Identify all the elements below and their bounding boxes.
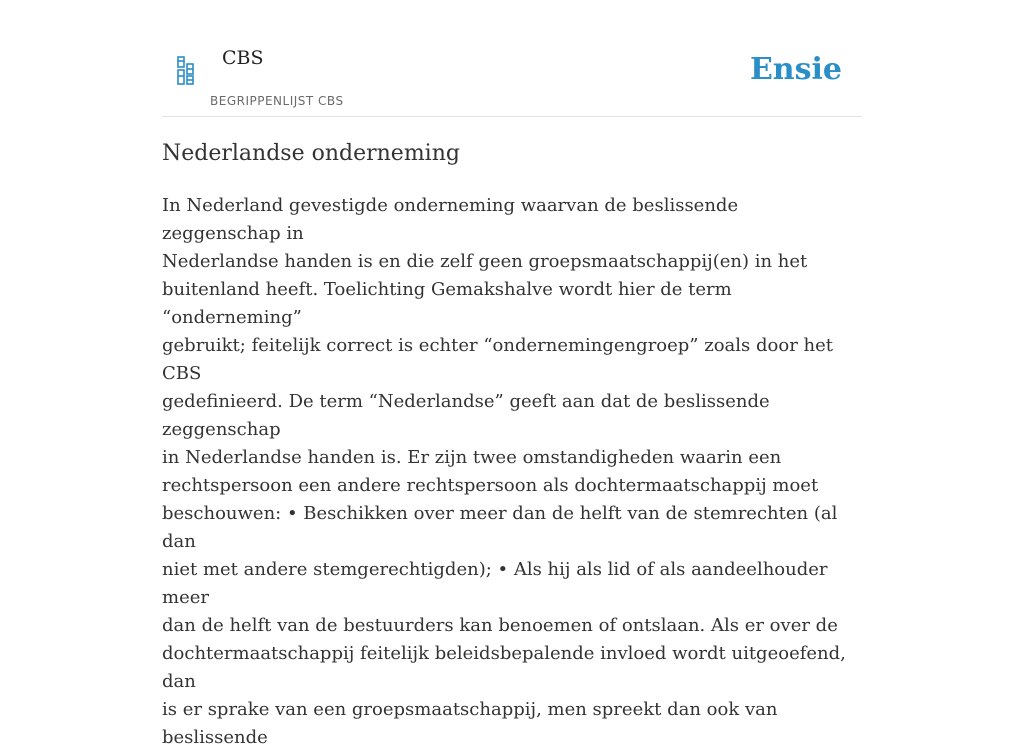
term-definition: In Nederland gevestigde onderneming waarvan de beslissende zeggenschap in Nederlandse handen is en die zelf geen groepsmaatschappij(en) in het buitenland heeft. Toelichting Gemakshalve wordt hier de term “onderneming” gebruikt; feitelijk correct is echter “ondernemingengroep” zoals door het CBS gedefinieerd. De term “Nederlandse” geeft aan dat de beslissende zeggenschap in Nederlandse handen is. Er zijn twee omstandigheden waarin een rechtspersoon een andere rechtspersoon als dochtermaatschappij moet beschouwen: • Beschikken over meer dan de helft van de stemrechten (al dan niet met andere stemgerechtigden); • Als hij als lid of als aandeelhouder meer dan de helft van de bestuurders kan benoemen of ontslaan. Als er over de dochtermaatschappij feitelijk beleidsbepalende invloed wordt uitgeoefend, dan is er sprake van een groepsmaatschappij, men spreekt dan ook van beslissende — [162, 195, 846, 748]
glossary-subtitle[interactable]: BEGRIPPENLIJST CBS — [210, 94, 344, 108]
ensie-logo-link[interactable]: Ensie — [749, 52, 842, 87]
page-title: Nederlandse onderneming — [162, 141, 460, 166]
header — [162, 0, 862, 117]
cbs-logo-icon[interactable] — [176, 56, 196, 86]
org-name[interactable]: CBS — [222, 47, 264, 69]
